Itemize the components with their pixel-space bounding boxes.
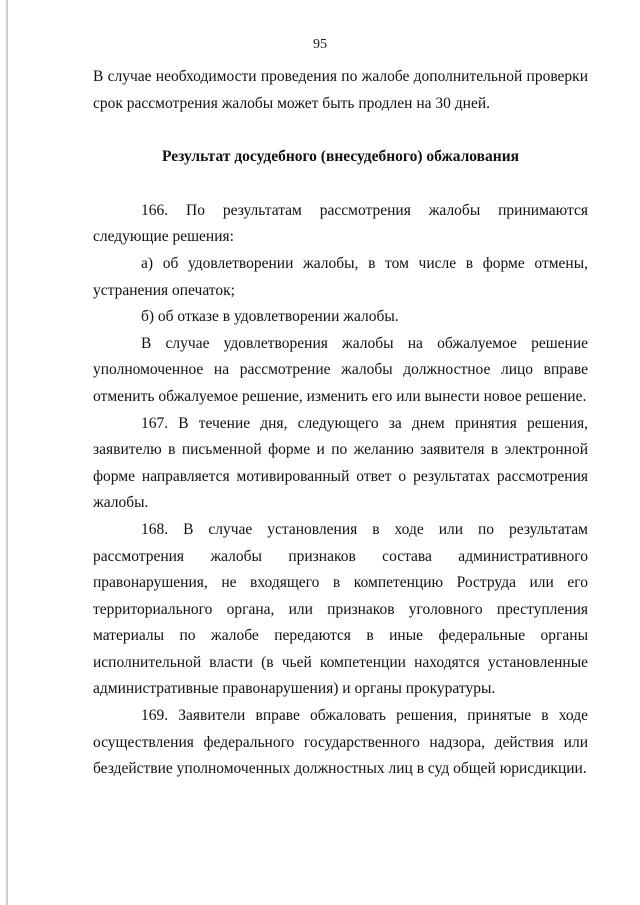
paragraph-166-item-b: б) об отказе в удовлетворении жалобы. xyxy=(141,308,399,326)
paragraph-166: 166. По результатам рассмотрения жалобы принимаются следующие решения: xyxy=(93,201,588,246)
paragraph-166-note: В случае удовлетворения жалобы на обжалуемое решение уполномоченное на рассмотрение жалобы должностное лицо вправе отменить обжалуемое решение, изменить его или вынести новое решение. xyxy=(93,334,588,405)
scan-edge-line xyxy=(6,0,8,905)
paragraph-169: 169. Заявители вправе обжаловать решения, принятые в ходе осуществления федерального государственного надзора, действия или бездействие уполномоченных должностных лиц в суд общей юрисдикции. xyxy=(93,707,588,778)
page-number: 95 xyxy=(313,37,327,52)
paragraph-167: 167. В течение дня, следующего за днем принятия решения, заявителю в письменной форме и по желанию заявителя в электронной форме направляется мотивированный ответ о результатах рассмотрения жалобы. xyxy=(93,414,588,512)
paragraph-168: 168. В случае установления в ходе или по результатам рассмотрения жалобы признаков состава административного правонарушения, не входящего в компетенцию Роструда или его территориального органа, или признаков уголовного преступления материалы по жалобе передаются в иные федеральные органы исполнительной власти (в чьей компетенции находятся установленные административные правонарушения) и органы прокуратуры. xyxy=(93,520,588,698)
paragraph-166-item-a: а) об удовлетворении жалобы, в том числе в форме отмены, устранения опечаток; xyxy=(93,254,588,299)
section-heading: Результат досудебного (внесудебного) обжалования xyxy=(161,148,520,166)
intro-paragraph: В случае необходимости проведения по жалобе дополнительной проверки срок рассмотрения жалобы может быть продлен на 30 дней. xyxy=(93,68,588,112)
document-body xyxy=(93,64,588,783)
